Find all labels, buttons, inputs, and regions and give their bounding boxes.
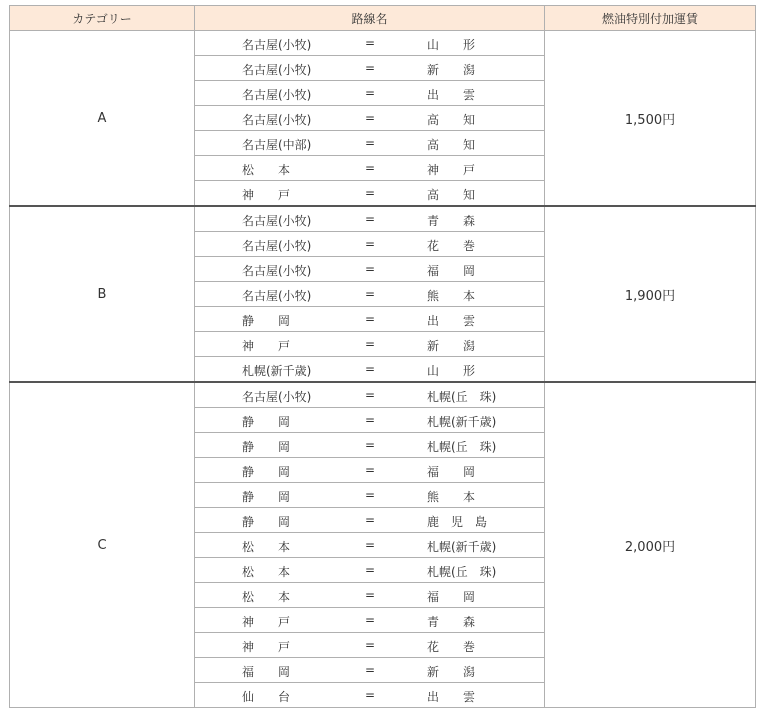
route-origin: 名古屋(小牧) <box>242 63 312 77</box>
route-destination: 花 巻 <box>427 239 476 253</box>
route-origin: 札幌(新千歳) <box>242 364 312 378</box>
category-cell: B <box>10 206 195 382</box>
table-row <box>10 382 756 408</box>
route-destination: 高 知 <box>427 188 476 202</box>
route-cell <box>195 156 545 181</box>
route-destination: 高 知 <box>427 113 476 127</box>
route-destination: 札幌(丘 珠) <box>427 565 497 579</box>
route-separator: = <box>365 588 376 602</box>
route-separator: = <box>365 237 376 251</box>
route-origin: 神 戸 <box>242 640 291 654</box>
route-separator: = <box>365 36 376 50</box>
route-cell <box>195 131 545 156</box>
route-origin: 静 岡 <box>242 490 291 504</box>
route-cell <box>195 458 545 483</box>
category-cell: C <box>10 382 195 708</box>
fee-column-header: 燃油特別付加運賃 <box>545 6 756 31</box>
route-cell <box>195 282 545 307</box>
route-cell <box>195 56 545 81</box>
route-separator: = <box>365 337 376 351</box>
route-origin: 名古屋(小牧) <box>242 390 312 404</box>
route-separator: = <box>365 638 376 652</box>
route-destination: 札幌(丘 珠) <box>427 440 497 454</box>
route-origin: 名古屋(小牧) <box>242 214 312 228</box>
route-separator: = <box>365 161 376 175</box>
route-cell <box>195 81 545 106</box>
route-destination: 新 潟 <box>427 339 476 353</box>
route-separator: = <box>365 262 376 276</box>
route-separator: = <box>365 538 376 552</box>
route-origin: 松 本 <box>242 163 291 177</box>
route-separator: = <box>365 388 376 402</box>
route-origin: 福 岡 <box>242 665 291 679</box>
route-origin: 神 戸 <box>242 615 291 629</box>
category-cell: A <box>10 31 195 207</box>
route-destination: 熊 本 <box>427 289 476 303</box>
fee-cell: 1,500円 <box>545 31 756 207</box>
route-origin: 松 本 <box>242 565 291 579</box>
route-destination: 花 巻 <box>427 640 476 654</box>
route-cell <box>195 232 545 257</box>
route-destination: 山 形 <box>427 364 476 378</box>
route-cell <box>195 508 545 533</box>
table-body <box>10 31 756 708</box>
route-destination: 高 知 <box>427 138 476 152</box>
route-origin: 静 岡 <box>242 440 291 454</box>
route-cell <box>195 683 545 708</box>
route-destination: 青 森 <box>427 214 476 228</box>
route-destination: 出 雲 <box>427 314 476 328</box>
route-destination: 福 岡 <box>427 590 476 604</box>
table-row <box>10 206 756 232</box>
route-origin: 名古屋(小牧) <box>242 239 312 253</box>
route-separator: = <box>365 513 376 527</box>
route-origin: 松 本 <box>242 590 291 604</box>
route-separator: = <box>365 438 376 452</box>
fuel-surcharge-table <box>9 5 756 708</box>
route-cell <box>195 206 545 232</box>
route-cell <box>195 633 545 658</box>
route-destination: 札幌(丘 珠) <box>427 390 497 404</box>
route-separator: = <box>365 463 376 477</box>
route-separator: = <box>365 362 376 376</box>
route-separator: = <box>365 86 376 100</box>
fee-cell: 2,000円 <box>545 382 756 708</box>
route-cell <box>195 357 545 383</box>
route-origin: 名古屋(小牧) <box>242 264 312 278</box>
route-cell <box>195 307 545 332</box>
route-origin: 静 岡 <box>242 515 291 529</box>
route-cell <box>195 558 545 583</box>
route-separator: = <box>365 186 376 200</box>
route-destination: 出 雲 <box>427 690 476 704</box>
route-origin: 静 岡 <box>242 465 291 479</box>
route-separator: = <box>365 312 376 326</box>
route-cell <box>195 257 545 282</box>
route-destination: 山 形 <box>427 38 476 52</box>
route-origin: 仙 台 <box>242 690 291 704</box>
route-destination: 熊 本 <box>427 490 476 504</box>
route-destination: 札幌(新千歳) <box>427 415 497 429</box>
route-separator: = <box>365 111 376 125</box>
route-destination: 鹿 児 島 <box>427 515 488 529</box>
route-origin: 名古屋(小牧) <box>242 38 312 52</box>
route-origin: 松 本 <box>242 540 291 554</box>
route-separator: = <box>365 61 376 75</box>
route-destination: 青 森 <box>427 615 476 629</box>
route-separator: = <box>365 688 376 702</box>
table-row <box>10 31 756 56</box>
route-cell <box>195 31 545 56</box>
route-cell <box>195 332 545 357</box>
category-column-header: カテゴリー <box>10 6 195 31</box>
route-cell <box>195 608 545 633</box>
route-origin: 名古屋(中部) <box>242 138 312 152</box>
route-origin: 名古屋(小牧) <box>242 88 312 102</box>
route-origin: 名古屋(小牧) <box>242 289 312 303</box>
route-cell <box>195 533 545 558</box>
route-separator: = <box>365 212 376 226</box>
route-separator: = <box>365 413 376 427</box>
route-column-header: 路線名 <box>195 6 545 31</box>
route-separator: = <box>365 488 376 502</box>
route-cell <box>195 583 545 608</box>
route-cell <box>195 181 545 207</box>
route-cell <box>195 483 545 508</box>
route-separator: = <box>365 613 376 627</box>
route-separator: = <box>365 136 376 150</box>
route-separator: = <box>365 663 376 677</box>
route-destination: 新 潟 <box>427 63 476 77</box>
route-origin: 静 岡 <box>242 415 291 429</box>
route-origin: 静 岡 <box>242 314 291 328</box>
route-cell <box>195 382 545 408</box>
route-cell <box>195 433 545 458</box>
route-destination: 出 雲 <box>427 88 476 102</box>
route-destination: 神 戸 <box>427 163 476 177</box>
route-destination: 新 潟 <box>427 665 476 679</box>
route-separator: = <box>365 287 376 301</box>
route-separator: = <box>365 563 376 577</box>
route-cell <box>195 658 545 683</box>
table-header-row <box>10 6 756 31</box>
route-destination: 福 岡 <box>427 465 476 479</box>
route-cell <box>195 106 545 131</box>
fee-cell: 1,900円 <box>545 206 756 382</box>
route-cell <box>195 408 545 433</box>
route-origin: 神 戸 <box>242 188 291 202</box>
route-destination: 札幌(新千歳) <box>427 540 497 554</box>
route-origin: 神 戸 <box>242 339 291 353</box>
route-destination: 福 岡 <box>427 264 476 278</box>
route-origin: 名古屋(小牧) <box>242 113 312 127</box>
